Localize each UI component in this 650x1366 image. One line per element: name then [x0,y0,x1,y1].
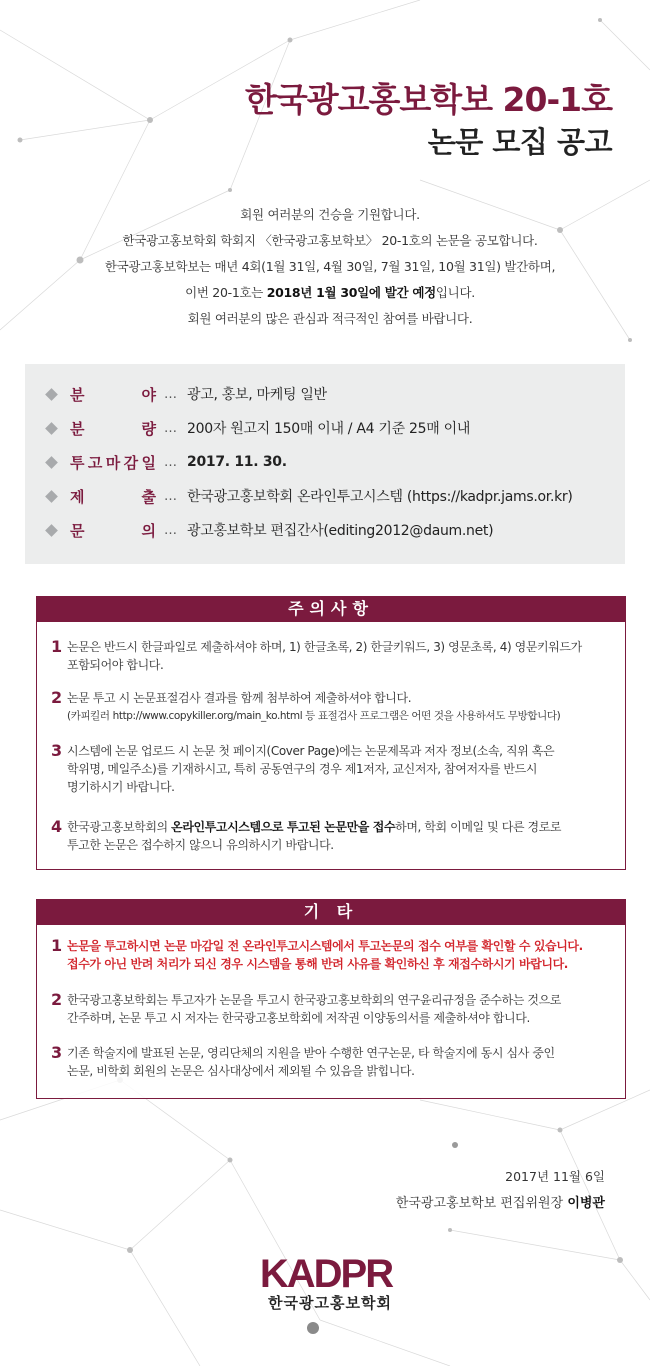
info-label [70,520,156,541]
page-title: 한국광고홍보학보 20-1호 [245,80,612,119]
item-line: 포함되어야 합니다. [67,658,164,672]
signer-line [396,1192,605,1211]
notice-item [51,742,615,796]
notice-section-box [36,622,626,870]
diamond-bullet-icon [45,490,58,503]
info-label-char: 일 [141,453,156,472]
item-line: 학위명, 메일주소)를 기재하시고, 특히 공동연구의 경우 제1저자, 교신저자, 참여저자를 반드시 [67,762,538,776]
info-label-char: 투 [70,453,85,472]
item-highlight: 온라인투고시스템으로 투고된 논문만을 접수 [171,820,396,834]
diamond-bullet-icon [45,422,58,435]
info-dots: … [164,454,177,470]
intro-highlight: 2018년 1월 30일에 발간 예정 [266,285,436,300]
info-label-char: 량 [141,419,156,438]
intro-text-span: 이번 20-1호는 [185,285,267,300]
item-body [67,1044,555,1080]
info-dots: … [164,386,177,402]
info-label-char: 감 [123,453,139,472]
item-text-span: 한국광고홍보학회의 [67,820,172,834]
item-body [67,689,560,725]
etc-item [51,1044,615,1080]
info-row-field [47,382,327,406]
item-body [67,742,554,796]
info-dots: … [164,522,177,538]
diamond-bullet-icon [45,524,58,537]
info-label-char: 고 [87,453,103,472]
info-row-contact [47,518,493,542]
info-label-char: 분 [70,385,85,404]
signer-name: 이병관 [567,1196,605,1211]
logo-wordmark: KADPR [259,1252,393,1296]
item-line: 명기하시기 바랍니다. [67,780,175,794]
item-body [67,818,561,854]
info-value-link[interactable]: 한국광고홍보학회 온라인투고시스템 (https://kadpr.jams.or.kr) [187,489,573,505]
diamond-bullet-icon [45,456,58,469]
info-label-char: 문 [70,521,85,540]
item-number: 4 [51,817,63,836]
item-line: 간주하며, 논문 투고 시 저자는 한국광고홍보학회에 저작권 이양동의서를 제출하셔야 합니다. [67,1011,530,1025]
item-line: 시스템에 논문 업로드 시 논문 첫 페이지(Cover Page)에는 논문제목과 저자 정보(소속, 직위 혹은 [67,744,555,758]
item-number: 3 [51,1043,63,1062]
item-line: 논문은 반드시 한글파일로 제출하셔야 하며, 1) 한글초록, 2) 한글키워드, 3) 영문초록, 4) 영문키워드가 [67,640,582,654]
intro-text [40,202,620,332]
intro-line: 한국광고홍보학보는 매년 4회(1월 31일, 4월 30일, 7월 31일, 10월 31일) 발간하며, [104,259,556,274]
notice-item [51,818,615,854]
item-line: 논문을 투고하시면 논문 마감일 전 온라인투고시스템에서 투고논문의 접수 여부를 확인할 수 있습니다. [67,939,583,953]
announcement-date: 2017년 11월 6일 [505,1169,605,1184]
item-body-warning [67,937,583,973]
info-label-char: 출 [141,487,156,506]
etc-section-title: 기 타 [36,899,626,925]
info-label [70,418,156,439]
item-number: 1 [51,637,63,656]
org-name: 한국광고홍보학회 [268,1294,392,1312]
etc-item [51,937,615,973]
info-dots: … [164,488,177,504]
info-value: 2017. 11. 30. [187,454,287,470]
info-label-char: 마 [105,453,121,472]
intro-text-span: 입니다. [435,285,475,300]
item-body [67,638,582,674]
info-row-length [47,416,470,440]
item-line: 논문, 비학회 회원의 논문은 심사대상에서 제외될 수 있음을 밝힙니다. [67,1064,415,1078]
item-line: 논문 투고 시 논문표절검사 결과를 함께 첨부하여 제출하셔야 합니다. [67,691,412,705]
info-row-deadline [47,450,287,474]
diamond-bullet-icon [45,388,58,401]
notice-item [51,638,615,674]
item-number: 2 [51,688,63,707]
info-label-char: 분 [70,419,85,438]
info-value-email[interactable]: 광고홍보학보 편집간사(editing2012@daum.net) [187,523,494,539]
info-label-char: 의 [141,521,156,540]
info-label [70,486,156,507]
intro-line: 회원 여러분의 건승을 기원합니다. [240,207,420,222]
item-line: 투고한 논문은 접수하지 않으니 유의하시기 바랍니다. [67,838,334,852]
info-label-char: 제 [70,487,85,506]
etc-section-box [36,925,626,1099]
notice-item [51,689,615,725]
intro-line: 한국광고홍보학회 학회지 〈한국광고홍보학보〉 20-1호의 논문을 공모합니다. [122,233,538,248]
info-value: 200자 원고지 150매 이내 / A4 기준 25매 이내 [187,421,471,437]
info-label [70,452,156,473]
etc-item [51,991,615,1027]
item-body [67,991,561,1027]
item-line: 기존 학술지에 발표된 논문, 영리단체의 지원을 받아 수행한 연구논문, 타 학술지에 동시 심사 중인 [67,1046,555,1060]
page-subtitle: 논문 모집 공고 [427,125,612,159]
item-number: 2 [51,990,63,1009]
item-line [67,818,561,836]
info-label-char: 야 [141,385,156,404]
notice-section-title: 주의사항 [36,596,626,622]
item-number: 1 [51,936,63,955]
intro-line: 회원 여러분의 많은 관심과 적극적인 참여를 바랍니다. [187,311,473,326]
intro-line [40,280,620,306]
submission-info-box [25,364,625,564]
item-number: 3 [51,741,63,760]
item-line: 한국광고홍보학회는 투고자가 논문을 투고시 한국광고홍보학회의 연구윤리규정을 준수하는 것으로 [67,993,561,1007]
info-value: 광고, 홍보, 마케팅 일반 [187,387,327,403]
signer-title: 한국광고홍보학보 편집위원장 [395,1196,568,1211]
kadpr-logo [248,1247,408,1325]
item-line: (카피킬러 http://www.copykiller.org/main_ko.html 등 표절검사 프로그램은 어떤 것을 사용하셔도 무방합니다) [67,710,561,722]
item-line: 접수가 아닌 반려 처리가 되신 경우 시스템을 통해 반려 사유를 확인하신 후 재접수하시기 바랍니다. [67,957,568,971]
item-text-span: 하며, 학회 이메일 및 다른 경로로 [395,820,562,834]
info-row-submission [47,484,573,508]
info-label [70,384,156,405]
info-dots: … [164,420,177,436]
